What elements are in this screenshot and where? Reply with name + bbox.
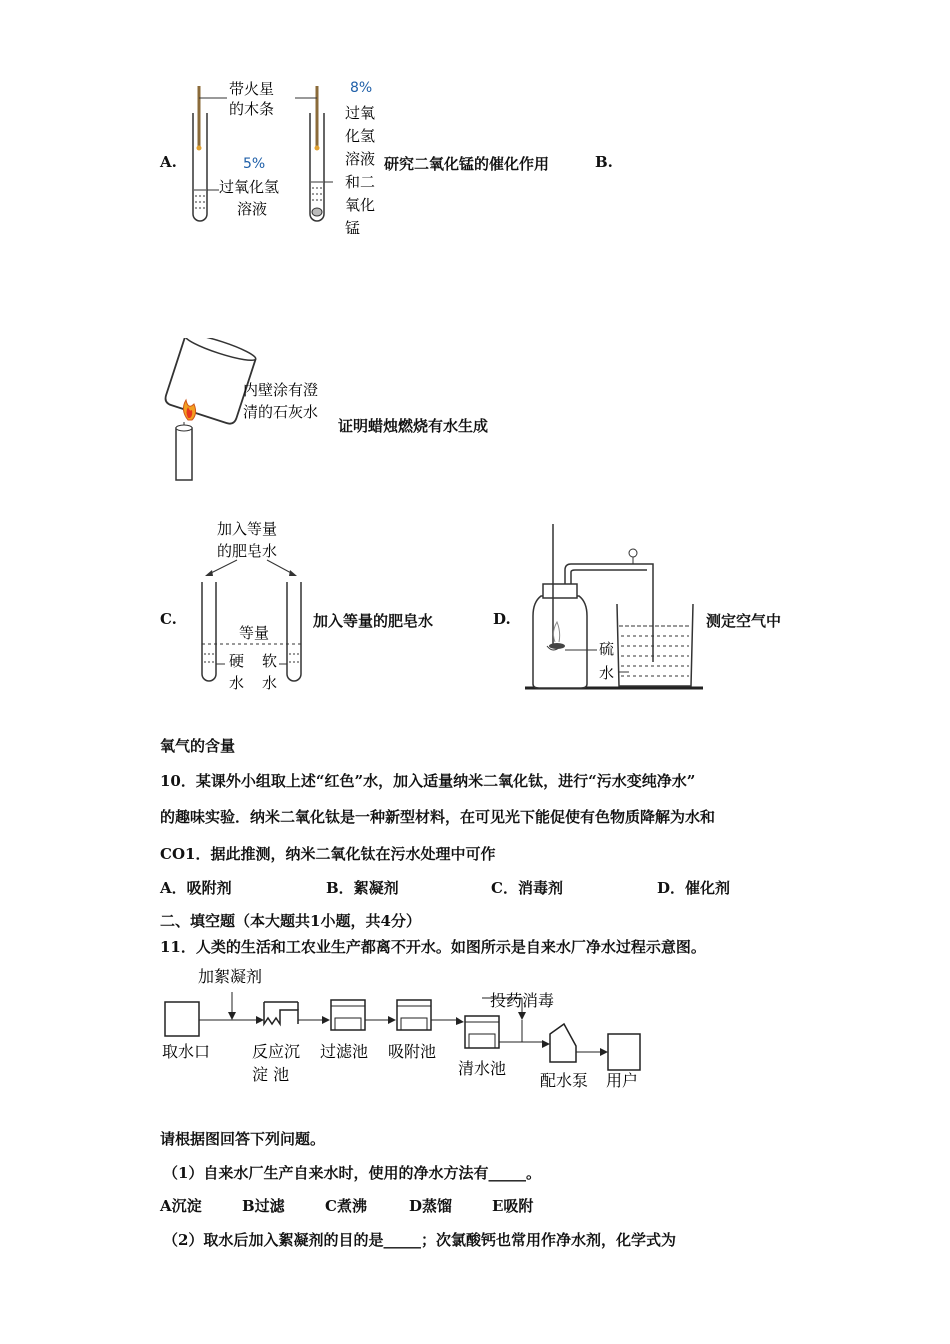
option-d-letter: D. — [493, 610, 511, 628]
figure-c-soap-water-experiment — [195, 516, 310, 694]
figure-d-oxygen-measurement — [525, 522, 705, 692]
percent-right: 8% — [350, 80, 373, 96]
solution-right-4: 和二 — [345, 173, 376, 191]
figure-a-catalyst-experiment — [185, 78, 390, 240]
add-coagulant-label: 加絮凝剂 — [198, 967, 263, 986]
q10-line-3: CO1．据此推测，纳米二氧化钛在污水处理中可作 — [160, 845, 496, 863]
sulfur-label: 硫 — [599, 640, 615, 658]
q11-sub1: （1）自来水厂生产自来水时，使用的净水方法有_____。 — [163, 1164, 541, 1182]
option-a-letter: A. — [160, 153, 177, 171]
disinfect-label: 投药消毒 — [490, 991, 555, 1010]
reaction-tank-label-2: 淀 池 — [252, 1065, 290, 1084]
q10-line-1: 10．某课外小组取上述“红色”水，加入适量纳米二氧化钛，进行“污水变纯净水” — [160, 772, 696, 790]
section-title: 二、填空题（本大题共1小题，共4分） — [160, 912, 421, 930]
beaker-label-1: 内壁涂有澄 — [243, 381, 319, 399]
water-label: 水 — [599, 664, 615, 682]
filter-tank-label: 过滤池 — [320, 1042, 369, 1061]
water-treatment-flow-diagram — [160, 962, 650, 1094]
option-c-letter: C. — [160, 610, 177, 628]
q11-sub1-option-c: C煮沸 — [325, 1197, 367, 1215]
option-b-letter: B. — [595, 153, 613, 171]
option-d-description-2: 氧气的含量 — [160, 737, 236, 755]
figure-b-candle-experiment — [150, 338, 340, 483]
q10-option-b: B．絮凝剂 — [326, 879, 399, 897]
reaction-tank-label-1: 反应沉 — [252, 1042, 301, 1061]
q11-sub2: （2）取水后加入絮凝剂的目的是_____；次氯酸钙也常用作净水剂，化学式为 — [163, 1231, 676, 1249]
option-b-description: 证明蜡烛燃烧有水生成 — [338, 417, 489, 435]
soft-water-1: 软 — [262, 652, 278, 670]
solution-left-2: 溶液 — [237, 200, 268, 218]
solution-right-1: 过氧 — [345, 104, 376, 122]
percent-left: 5% — [243, 156, 266, 172]
hard-water-1: 硬 — [229, 652, 245, 670]
intake-label: 取水口 — [162, 1042, 211, 1061]
stick-label-1: 带火星 — [229, 80, 275, 98]
equal-amount-label: 等量 — [239, 624, 270, 642]
solution-right-3: 溶液 — [345, 150, 376, 168]
q10-line-2: 的趣味实验．纳米二氧化钛是一种新型材料，在可见光下能促使有色物质降解为水和 — [160, 808, 716, 826]
q11-sub1-option-a: A沉淀 — [160, 1197, 202, 1215]
user-label: 用户 — [606, 1071, 639, 1090]
clear-tank-label: 清水池 — [458, 1059, 507, 1078]
solution-right-2: 化氢 — [345, 127, 376, 145]
q11-sub1-option-e: E吸附 — [492, 1197, 534, 1215]
stick-label-2: 的木条 — [229, 100, 275, 118]
option-c-description: 加入等量的肥皂水 — [313, 612, 434, 630]
q11-sub1-option-b: B过滤 — [242, 1197, 285, 1215]
adsorb-tank-label: 吸附池 — [388, 1042, 437, 1061]
q10-option-c: C．消毒剂 — [491, 879, 563, 897]
soft-water-2: 水 — [262, 674, 278, 692]
q10-option-a: A．吸附剂 — [160, 879, 232, 897]
hard-water-2: 水 — [229, 674, 245, 692]
beaker-label-2: 清的石灰水 — [243, 403, 319, 421]
pump-label: 配水泵 — [540, 1071, 589, 1090]
soap-label-1: 加入等量 — [217, 520, 278, 538]
q10-option-d: D．催化剂 — [657, 879, 731, 897]
q11-intro: 11．人类的生活和工农业生产都离不开水。如图所示是自来水厂净水过程示意图。 — [160, 938, 706, 956]
q11-prompt: 请根据图回答下列问题。 — [160, 1130, 326, 1148]
soap-label-2: 的肥皂水 — [217, 542, 278, 560]
solution-right-5: 氧化 — [345, 196, 376, 214]
option-d-description-1: 测定空气中 — [706, 612, 782, 630]
option-a-description: 研究二氧化锰的催化作用 — [384, 155, 550, 173]
q11-sub1-option-d: D蒸馏 — [409, 1197, 453, 1215]
solution-left-1: 过氧化氢 — [219, 178, 280, 196]
solution-right-6: 锰 — [345, 219, 361, 237]
